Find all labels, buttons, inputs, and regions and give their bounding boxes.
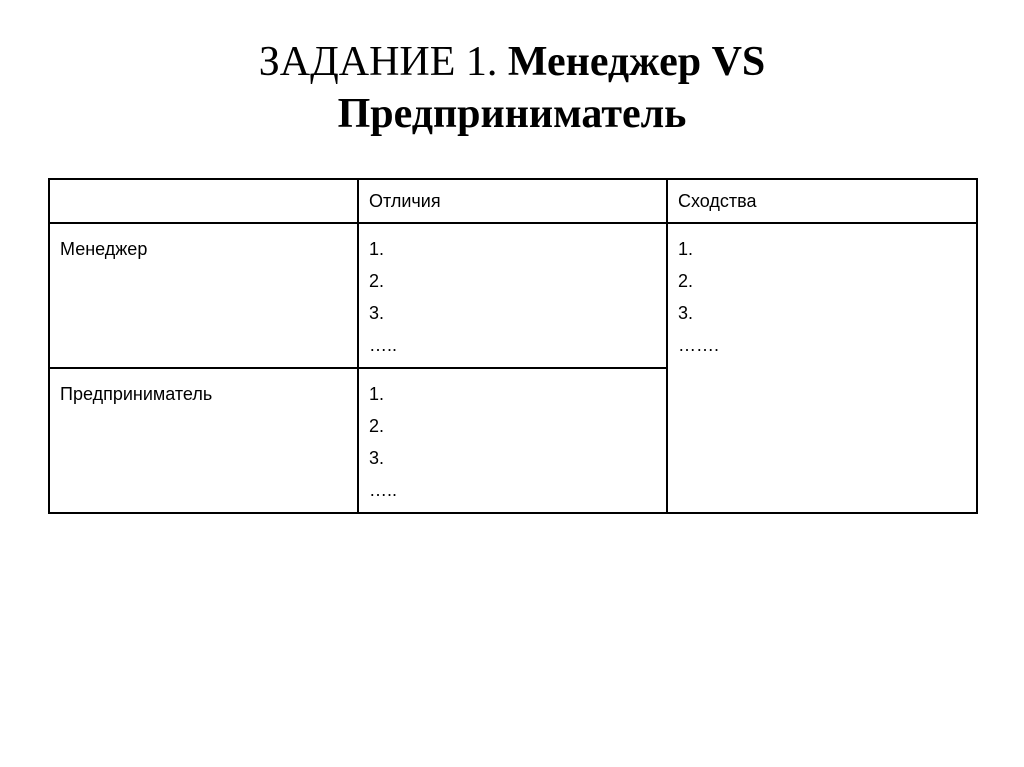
list-item: 2. xyxy=(369,271,385,291)
table-corner-cell xyxy=(49,179,358,223)
list-item: ….. xyxy=(369,335,398,355)
list-item: 2. xyxy=(369,416,385,436)
list-item: ……. xyxy=(678,335,720,355)
list-item: 1. xyxy=(678,239,694,259)
table-header-row xyxy=(49,179,977,223)
list-item: 3. xyxy=(369,448,385,468)
title-task-number: ЗАДАНИЕ 1. xyxy=(258,39,498,85)
list-item: 2. xyxy=(678,271,694,291)
title-topic-line2: Предприниматель xyxy=(337,91,687,137)
header-similarities: Сходства xyxy=(667,179,977,223)
row-label-manager: Менеджер xyxy=(49,223,358,368)
table-row-manager xyxy=(49,223,977,368)
list-item: 3. xyxy=(369,303,385,323)
list-item: 3. xyxy=(678,303,694,323)
title-topic-line1: Менеджер VS xyxy=(507,39,766,85)
list-item: ….. xyxy=(369,480,398,500)
entrepreneur-differences-cell xyxy=(358,368,667,513)
row-label-entrepreneur: Предприниматель xyxy=(49,368,358,513)
similarities-cell xyxy=(667,223,977,513)
manager-differences-cell xyxy=(358,223,667,368)
comparison-table xyxy=(48,178,978,514)
slide-title xyxy=(0,36,1024,140)
list-item: 1. xyxy=(369,239,385,259)
header-differences: Отличия xyxy=(358,179,667,223)
list-item: 1. xyxy=(369,384,385,404)
